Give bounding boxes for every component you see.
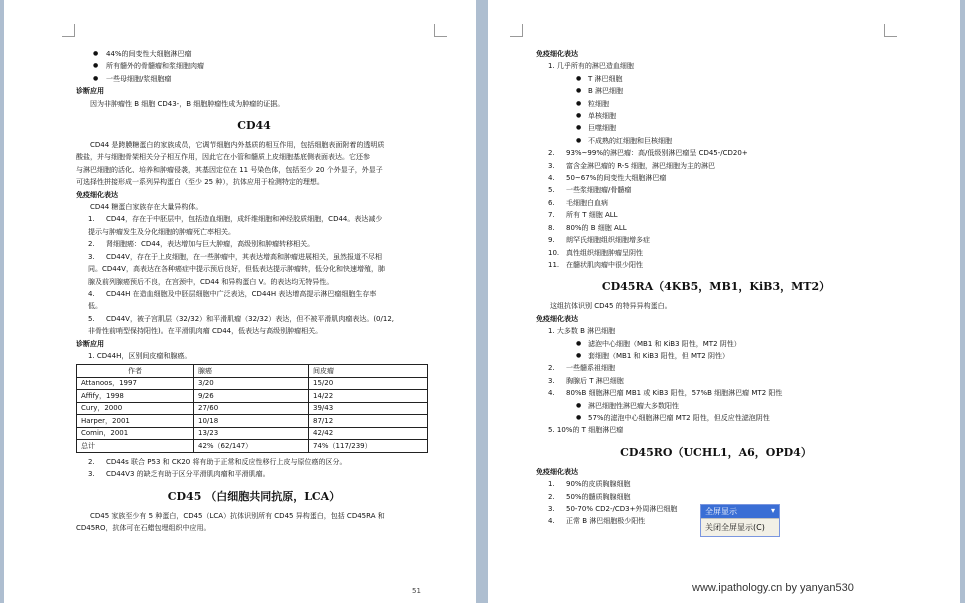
crop-mark-top-right <box>434 24 447 37</box>
list-item: ● 单核细胞 <box>536 110 896 122</box>
numbered-item: 3. 胸腺后 T 淋巴细胞 <box>548 376 624 385</box>
paragraph-line: 酸盐，并与细胞骨架相关分子相互作用，因此它在小管和髓质上皮细胞基底侧表面表达。它还参 <box>76 153 370 162</box>
table-row: Affify，1998 9/26 14/22 <box>77 390 428 403</box>
table-header: 间皮瘤 <box>309 365 428 378</box>
numbered-item: 2. 93%~99%的淋巴瘤：高/低级别淋巴瘤呈 CD45-/CD20+ <box>548 149 748 158</box>
list-item: ● 滤泡中心细胞（MB1 和 KiB3 阳性，MT2 阴性） <box>536 338 896 350</box>
paragraph-line: 可选择性拼接形成一系列异构蛋白（至少 25 种），抗体应用于检测特定的理想。 <box>76 178 324 187</box>
numbered-item: 3. 富含金淋巴瘤的 R-S 细胞，淋巴细胞为主的淋巴 <box>548 161 715 170</box>
table-header: 作者 <box>77 365 194 378</box>
list-item: ● 44%的间变性大细胞淋巴瘤 <box>76 48 432 60</box>
numbered-item: 5. 10%的 T 细胞淋巴瘤 <box>548 426 624 435</box>
list-item: ● 套细胞（MB1 和 KiB3 阳性，但 MT2 阴性） <box>536 350 896 362</box>
numbered-item: 4. 50~67%的间变性大细胞淋巴瘤 <box>548 174 667 183</box>
data-table <box>76 364 428 453</box>
chevron-down-icon[interactable]: ▾ <box>770 506 775 515</box>
paragraph-line: CD44 是跨膜糖蛋白的家族成员，它调节细胞内外基质的相互作用，包括细胞表面附着的透明质 <box>90 141 385 150</box>
numbered-item: 1. CD44H，区别间皮瘤和腺癌。 <box>88 351 192 360</box>
numbered-item: 4. 正常 B 淋巴细胞极少阳性 <box>548 517 646 526</box>
crop-mark-top-left <box>62 24 75 37</box>
numbered-item: 6. 毛细胞白血病 <box>548 198 608 207</box>
list-item: ● 57%的滤泡中心细胞淋巴瘤 MT2 阳性，但反应性滤泡阴性 <box>536 412 896 424</box>
paragraph: 这组抗体识别 CD45 的特异异构蛋白。 <box>550 302 672 311</box>
paragraph-line: CD45RO，抗体可在石蜡包埋组织中应用。 <box>76 524 211 533</box>
section-heading: 诊断应用 <box>76 87 104 96</box>
crop-mark-top-right <box>884 24 897 37</box>
numbered-item: 11. 在髓状肌肉瘤中很少阳性 <box>548 260 643 269</box>
table-row: Attanoos，1997 3/20 15/20 <box>77 377 428 390</box>
numbered-item: 2. 一些髓系祖细胞 <box>548 364 615 373</box>
paragraph: CD44 糖蛋白家族存在大量异构体。 <box>90 203 203 212</box>
fullscreen-menu-title[interactable]: 全屏显示 ▾ <box>701 505 779 518</box>
numbered-item: 8. 80%的 B 细胞 ALL <box>548 223 627 232</box>
numbered-item: 1. 几乎所有的淋巴造血细胞 <box>548 62 634 71</box>
list-item: ● 不成熟的红细胞和巨核细胞 <box>536 135 896 147</box>
numbered-item: 2. CD44s 联合 P53 和 CK20 将有助于正常和反应性移行上皮与原位癌的区分。 <box>88 457 347 466</box>
numbered-item: 3. CD44V3 的缺乏有助于区分平滑肌肉瘤和平滑肌瘤。 <box>88 470 270 479</box>
paragraph-line: 与淋巴细胞的活化、培养和肿瘤侵袭，其基因定位在 11 号染色体，包括至少 20 个外显子，外显子 <box>76 165 383 174</box>
list-item: ● T 淋巴细胞 <box>536 73 896 85</box>
list-item: ● B 淋巴细胞 <box>536 85 896 97</box>
list-item: ● 巨噬细胞 <box>536 122 896 134</box>
numbered-item: 1. 90%的皮质胸腺细胞 <box>548 480 631 489</box>
section-title-cd45ra: CD45RA（4KB5，MB1，KiB3，MT2） <box>601 280 831 294</box>
right-page-content <box>536 48 896 528</box>
numbered-item: 3. CD44V，存在于上皮细胞，在一些肿瘤中，其表达增高和肿瘤进展相关，虽然报道不尽相 同。CD44V，高表达在各种癌症中提示预后良好，但低表达提示肿瘤转，低分化和快速增殖，肺 腺及前列腺癌预后不良，在宫颈中，CD44 和异构蛋白 V。的表达均无特异性。 <box>88 252 385 286</box>
section-heading: 免疫细化表达 <box>76 190 118 199</box>
section-title-cd44: CD44 <box>237 119 271 133</box>
watermark-text: www.ipathology.cn by yanyan530 <box>692 582 854 594</box>
left-page-content <box>76 48 432 534</box>
numbered-item: 9. 朗罕氏细胞组织细胞增多症 <box>548 236 650 245</box>
section-heading: 免疫细化表达 <box>536 467 578 476</box>
numbered-item: 10. 真性组织细胞肿瘤呈阴性 <box>548 248 643 257</box>
numbered-item: 7. 所有 T 细胞 ALL <box>548 211 618 220</box>
table-row: Cury，2000 27/60 39/43 <box>77 402 428 415</box>
table-row: 总计 42%（62/147） 74%（117/239） <box>77 440 428 453</box>
fullscreen-toolbar[interactable] <box>700 504 780 537</box>
table-row: Harper，2001 10/18 87/12 <box>77 415 428 428</box>
table-header: 腺癌 <box>194 365 309 378</box>
section-title-cd45ro: CD45RO（UCHL1，A6，OPD4） <box>620 445 812 459</box>
list-item: ● 淋巴细胞性淋巴瘤大多数阳性 <box>536 400 896 412</box>
numbered-item: 4. CD44H 在造血细胞及中胚层细胞中广泛表达，CD44H 表达增高提示淋巴瘤细胞生存率 低。 <box>88 289 377 311</box>
table-row: Comin，2001 13/23 42/42 <box>77 427 428 440</box>
numbered-item: 2. 肾细胞癌：CD44，表达增加与巨大肿瘤，高级别和肿瘤转移相关。 <box>88 240 315 249</box>
crop-mark-top-left <box>510 24 523 37</box>
numbered-item: 2. 50%的髓质胸腺细胞 <box>548 492 631 501</box>
section-title-cd45: CD45 （白细胞共同抗原，LCA） <box>167 489 341 503</box>
paragraph: 因为非肿瘤性 B 细胞 CD43-，B 细胞肿瘤性成为肿瘤的证据。 <box>90 99 285 108</box>
section-heading: 免疫细化表达 <box>536 314 578 323</box>
left-page <box>4 0 476 603</box>
numbered-item: 4. 80%B 细胞淋巴瘤 MB1 或 KiB3 阳性，57%B 细胞淋巴瘤 MT2 阳性 <box>548 389 783 398</box>
section-heading: 诊断应用 <box>76 339 104 348</box>
list-item: ● 一些母细胞/浆细胞瘤 <box>76 73 432 85</box>
paragraph-line: CD45 家族至少有 5 种蛋白，CD45（LCA）抗体识别所有 CD45 异构蛋白，包括 CD45RA 和 <box>90 511 385 520</box>
numbered-item: 3. 50-70% CD2-/CD3+外周淋巴细胞 <box>548 505 678 513</box>
section-heading: 免疫细化表达 <box>536 50 578 58</box>
numbered-item: 1. 大多数 B 淋巴细胞 <box>548 327 616 336</box>
page-number: 51 <box>412 587 421 595</box>
close-fullscreen-button[interactable]: 关闭全屏显示(C) <box>701 518 779 536</box>
numbered-item: 1. CD44，存在于中胚层中，包括造血细胞，成纤维细胞和神经胶质细胞，CD44。表达减少 提示与肿瘤发生及分化细胞的肿瘤死亡率相关。 <box>88 215 383 236</box>
list-item: ● 粒细胞 <box>536 98 896 110</box>
numbered-item: 5. CD44V，被子宫肌层（32/32）和平滑肌瘤（32/32）表达，但不被平滑肌肉瘤表达。(0/12, 非骨性前哨型保持阳性)。在平滑肌肉瘤 CD44，低表达与高级别肿瘤相关。 <box>88 314 394 336</box>
list-item: ● 所有髓外的骨髓瘤和浆细胞肉瘤 <box>76 60 432 72</box>
numbered-item: 5. 一些浆细胞瘤/骨髓瘤 <box>548 186 632 195</box>
